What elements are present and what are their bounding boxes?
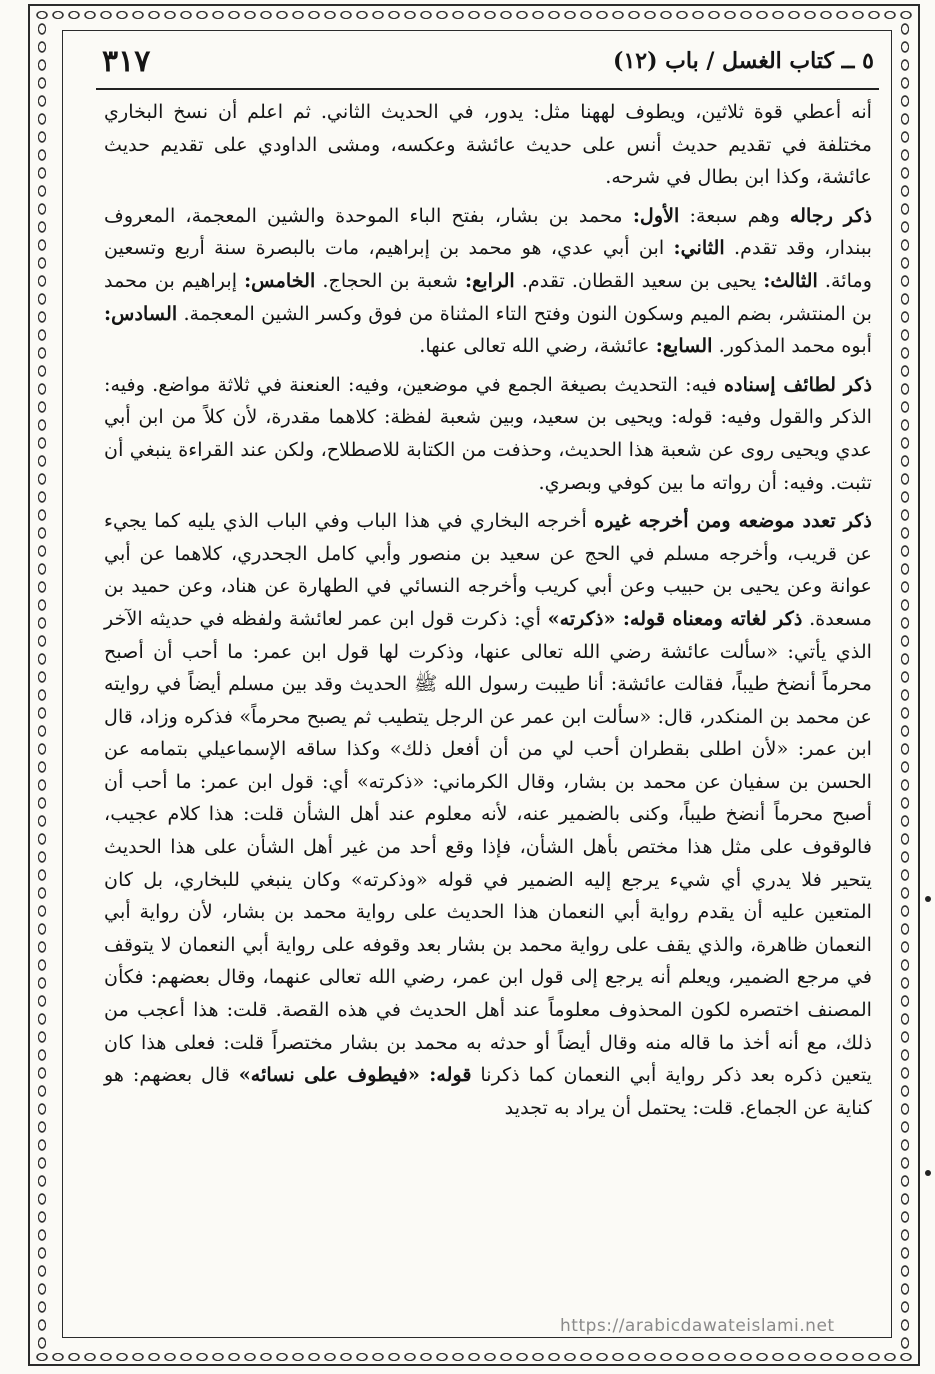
running-title: ٥ ــ كتاب الغسل / باب (١٢)	[613, 48, 874, 74]
text-run: أي: ذكرت قول ابن عمر لعائشة ولفظه في حديثه الآخر الذي يأتي: «سألت عائشة رضي الله تعالى عنها، وذكرت لها قول ابن عمر: ما أحب أن أصبح محرماً أنضخ طيباً، فقالت عائشة: أنا طيبت رسول الله ﷺ الحديث وقد بين مسلم أيضاً في روايته عن محمد بن المنكدر، قال: «سألت ابن عمر عن الرجل يتطيب ثم يصبح محرماً» فذكره وزاد، قال ابن عمر: «لأن اطلى بقطران أحب لي من أن أفعل ذلك» وكذا ساقه الإسماعيلي بتمامه عن الحسن بن سفيان عن محمد بن بشار، وقال الكرماني: «ذكرته» أي: قول ابن عمر: ما أحب أن أصبح محرماً أنضخ طيباً، وكنى بالضمير عنه، لأنه معلوم عند أهل الشأن قلت: هذا كلام عجيب، فالوقوف على مثل هذا مختص بأهل الشأن، فإذا وقع أحد من غير أهل الشأن على هذا الحديث يتحير فلا يدري أي شيء يرجع إليه الضمير في قوله «وذكرته» وكان ينبغي للبخاري، بل كان المتعين عليه أن يقدم رواية أبي النعمان هذا الحديث على رواية محمد بن بشار، لأن رواية أبي النعمان ظاهرة، والذي يقف على رواية محمد بن بشار بعد وقوفه على رواية أبي النعمان لا يتوقف في مرجع الضمير، ويعلم أنه يرجع إلى قول ابن عمر، رضي الله تعالى عنهما، وقال بعضهم: فكأن المصنف اختصره لكون المحذوف معلوماً عند أهل الحديث في هذه القصة. قلت: هذا أعجب من ذلك، مع أنه أخذ ما قاله منه وقال أيضاً أو حدثه به محمد بن بشار مختصراً قلت: فعلى هذا كان يتعين ذكره بعد ذكر رواية أبي النعمان كما ذكرنا	[104, 606, 872, 1087]
text-run: أبوه محمد المذكور.	[712, 334, 872, 358]
paragraph	[104, 200, 872, 363]
scan-speck	[925, 896, 931, 902]
bold-heading-run: ذكر لطائف إسناده	[724, 372, 873, 396]
paragraph	[104, 369, 872, 499]
bold-heading-run: الرابع:	[465, 268, 515, 292]
text-run: قال بعضهم: هو كناية عن الجماع. قلت: يحتمل أن يراد به تجديد	[104, 1063, 872, 1119]
scan-speck	[925, 1170, 931, 1176]
text-run: إبراهيم بن محمد بن المنتشر، بضم الميم وسكون النون وفتح التاء المثناة من فوق وكسر الشين المعجمة.	[104, 268, 872, 325]
text-run: ابن أبي عدي، هو محمد بن إبراهيم، مات بالبصرة سنة أربع وتسعين ومائة.	[104, 236, 872, 292]
chain-border-left	[34, 20, 50, 1352]
chain-border-right	[897, 20, 913, 1352]
text-run: محمد بن بشار، بفتح الباء الموحدة والشين المعجمة، المعروف ببندار، وقد تقدم.	[104, 203, 872, 260]
chain-border-top	[34, 8, 915, 22]
bold-heading-run: السادس:	[104, 301, 178, 325]
bold-heading-run: الثاني:	[673, 236, 725, 260]
chain-border-bottom	[34, 1350, 915, 1364]
text-run: وهم سبعة:	[679, 203, 790, 227]
bold-heading-run: ذكر رجاله	[789, 203, 872, 227]
text-run: أخرجه البخاري في هذا الباب وفي الباب الذي يليه كما يجيء عن قريب، وأخرجه مسلم في الحج عن سعيد بن منصور وأبي كامل الجحدري، كلاهما عن أبي عوانة وعن يحيى بن حبيب وعن أبي كريب وأخرجه النسائي في الطهارة عن هناد، وعن حميد بن مسعدة.	[104, 509, 872, 630]
page-number: ٣١٧	[102, 44, 151, 79]
bold-heading-run: قوله: «فيطوف على نسائه»	[238, 1063, 472, 1087]
text-run: عائشة، رضي الله تعالى عنها.	[419, 334, 656, 358]
text-run: أنه أعطي قوة ثلاثين، ويطوف لههنا مثل: يدور، في الحديث الثاني. ثم اعلم أن نسخ البخاري مختلفة في تقديم حديث أنس على حديث عائشة وعكسه، ومشى الداودي على تقديم حديث عائشة، وكذا ابن بطال في شرحه.	[104, 100, 872, 189]
header-rule	[96, 88, 879, 90]
watermark-url: https://arabicdawateislami.net	[560, 1316, 835, 1336]
paragraph	[104, 505, 872, 1124]
text-run: فيه: التحديث بصيغة الجمع في موضعين، وفيه: العنعنة في ثلاثة مواضع. وفيه: الذكر والقول وفيه: قوله: ويحيى بن سعيد، وبين شعبة لفظة: كلاهما مقدرة، لأن كلاً من ابن أبي عدي ويحيى روى عن شعبة هذا الحديث، وحذفت من الكتابة للاصطلاح، ولكن عند القراءة ينبغي أن تثبت. وفيه: أن رواته ما بين كوفي وبصري.	[104, 372, 872, 494]
bold-heading-run: الثالث:	[763, 268, 818, 292]
bold-heading-run: الأول:	[632, 203, 680, 227]
text-run: شعبة بن الحجاج.	[315, 268, 466, 292]
text-run: يحيى بن سعيد القطان. تقدم.	[514, 268, 764, 292]
paragraph	[104, 96, 872, 194]
page-body	[104, 96, 872, 1130]
bold-heading-run: الخامس:	[244, 268, 316, 292]
page-header	[62, 36, 892, 88]
bold-heading-run: ذكر لغاته ومعناه قوله: «ذكرته»	[547, 606, 803, 630]
bold-heading-run: ذكر تعدد موضعه ومن أخرجه غيره	[594, 509, 872, 533]
bold-heading-run: السابع:	[655, 334, 713, 358]
